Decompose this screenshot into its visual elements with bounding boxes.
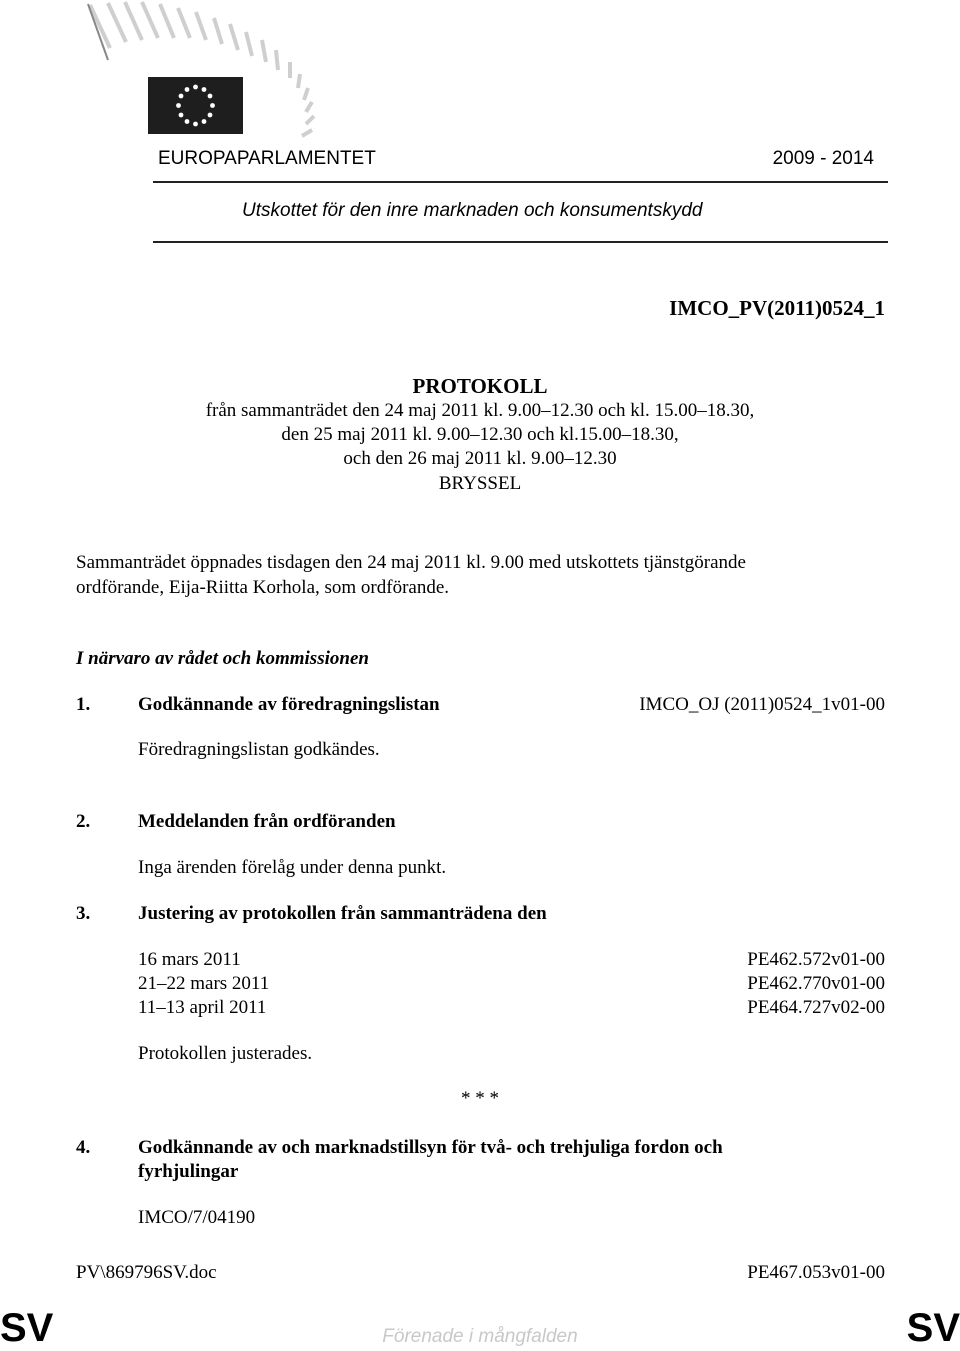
parliamentary-term: 2009 - 2014 — [772, 148, 874, 169]
intro-line-1: Sammanträdet öppnades tisdagen den 24 maj 2011 kl. 9.00 med utskottets tjänstgörande — [76, 552, 746, 573]
item-number: 4. — [76, 1137, 91, 1158]
minutes-row — [138, 972, 885, 996]
language-code-right: SV — [906, 1306, 960, 1350]
header-rule-bottom — [153, 241, 888, 243]
minutes-reference: PE464.727v02-00 — [747, 997, 885, 1018]
item-title: Justering av protokollen från sammanträdena den — [138, 903, 547, 924]
item-title-line-2: fyrhjulingar — [138, 1161, 239, 1182]
document-reference: IMCO_PV(2011)0524_1 — [669, 296, 885, 320]
procedure-code: IMCO/7/04190 — [138, 1207, 256, 1228]
item-number: 2. — [76, 811, 91, 832]
minutes-date: 11‒13 april 2011 — [138, 997, 267, 1018]
item-reference: IMCO_OJ (2011)0524_1v01-00 — [639, 694, 885, 715]
committee-name: Utskottet för den inre marknaden och konsumentskydd — [242, 200, 703, 221]
language-code-left: SV — [0, 1306, 54, 1350]
document-title: PROTOKOLL — [412, 374, 548, 398]
meeting-dates-line-3: och den 26 maj 2011 kl. 9.00‒12.30 — [343, 448, 617, 469]
minutes-date: 21‒22 mars 2011 — [138, 973, 270, 994]
item-title: Meddelanden från ordföranden — [138, 811, 396, 832]
institution-name: EUROPAPARLAMENTET — [158, 148, 376, 169]
item-title-line-1: Godkännande av och marknadstillsyn för två- och trehjuliga fordon och — [138, 1137, 723, 1158]
minutes-reference: PE462.770v01-00 — [747, 973, 885, 994]
minutes-reference: PE462.572v01-00 — [747, 949, 885, 970]
intro-line-2: ordförande, Eija-Riitta Korhola, som ordförande. — [76, 577, 450, 598]
item-text: Protokollen justerades. — [138, 1043, 313, 1064]
ep-logo — [80, 0, 365, 150]
motto: Förenade i mångfalden — [382, 1326, 578, 1347]
minutes-row — [138, 996, 885, 1020]
section-separator: * * * — [461, 1088, 499, 1109]
header-rule-top — [153, 181, 888, 183]
meeting-dates-line-1: från sammanträdet den 24 maj 2011 kl. 9.00‒12.30 och kl. 15.00‒18.30, — [205, 400, 755, 421]
item-number: 3. — [76, 903, 91, 924]
meeting-dates-line-2: den 25 maj 2011 kl. 9.00‒12.30 och kl.15.00‒18.30, — [281, 424, 679, 445]
item-title: Godkännande av föredragningslistan — [138, 694, 440, 715]
item-text: Föredragningslistan godkändes. — [138, 739, 380, 760]
ep-logo-graphic — [80, 0, 365, 150]
minutes-row — [138, 948, 885, 972]
footer-reference: PE467.053v01-00 — [747, 1262, 885, 1283]
footer-file-name: PV\869796SV.doc — [76, 1262, 217, 1283]
item-number: 1. — [76, 694, 91, 715]
presence-heading: I närvaro av rådet och kommissionen — [76, 648, 369, 669]
meeting-location: BRYSSEL — [438, 473, 522, 494]
minutes-date: 16 mars 2011 — [138, 949, 241, 970]
item-text: Inga ärenden förelåg under denna punkt. — [138, 857, 447, 878]
